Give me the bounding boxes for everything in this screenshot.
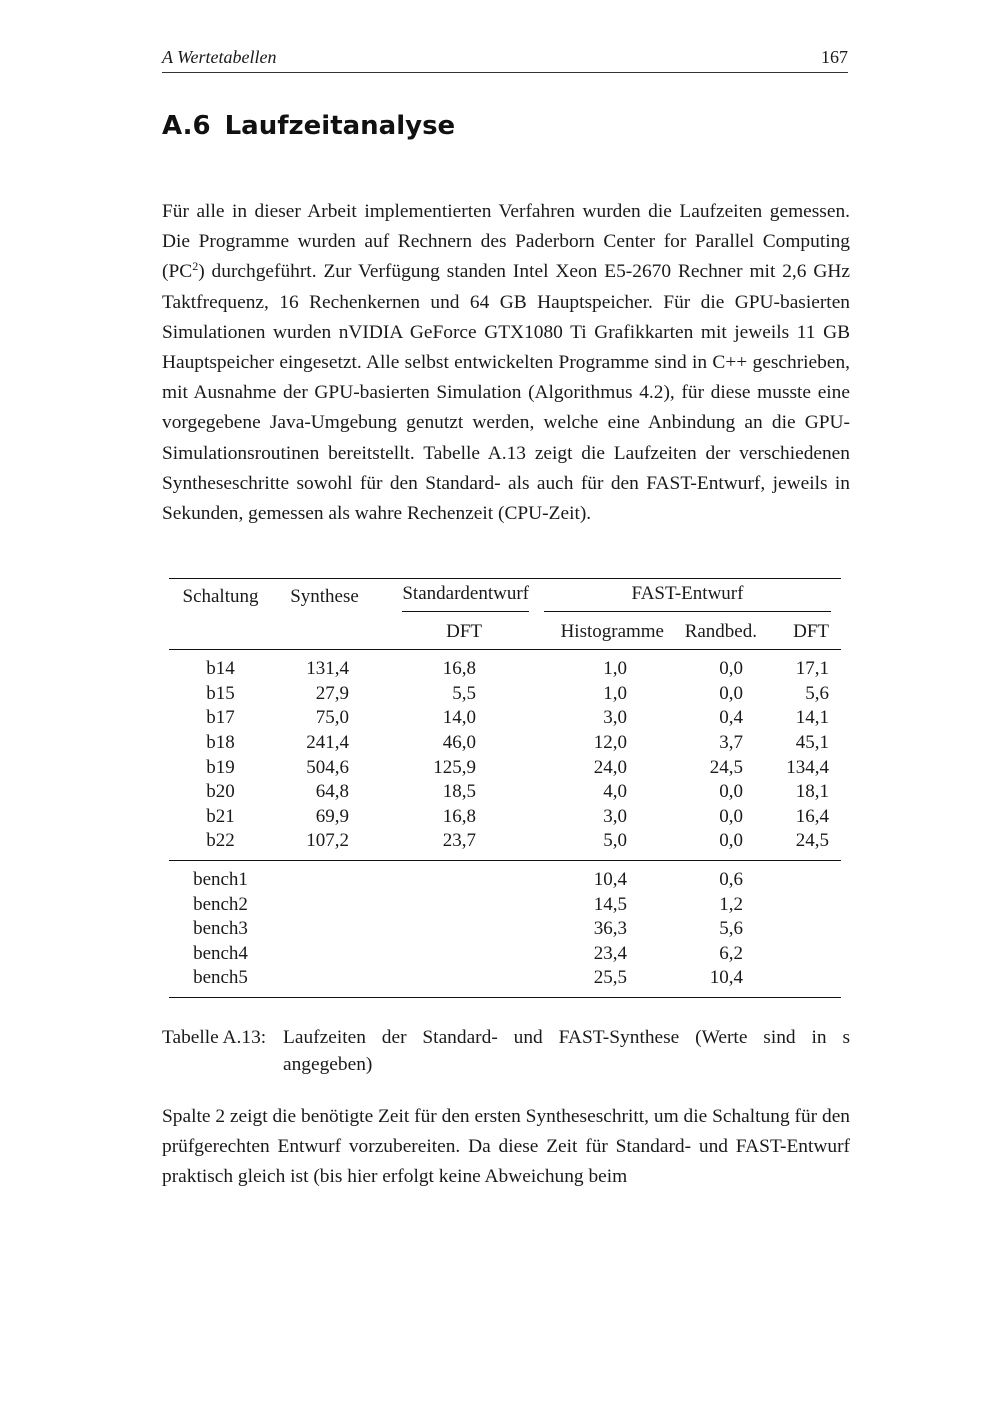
empty-cell: [272, 917, 377, 942]
cell-std-dft: 46,0: [442, 732, 476, 754]
cell-randbed: 1,2: [719, 893, 743, 915]
cell-synthese: 69,9: [315, 805, 349, 827]
bench-row: [169, 861, 841, 893]
cell-randbed: 0,0: [719, 805, 743, 827]
cell-schaltung: b15: [206, 682, 235, 704]
cell-std-dft: 23,7: [442, 830, 476, 852]
bench-row: [169, 917, 841, 942]
followup-paragraph: Spalte 2 zeigt die benötigte Zeit für den ersten Syntheseschritt, um die Schaltung für den prüfgerechten Entwurf vorzubereiten. Da diese Zeit für Standard- und FAST-Entwurf praktisch gleich ist (bis hier erfolgt keine Abweichung beim: [162, 1106, 850, 1188]
cell-schaltung: bench5: [193, 967, 248, 989]
cell-histogramme: 36,3: [593, 918, 627, 940]
header-row-2: [169, 615, 841, 650]
cell-schaltung: bench3: [193, 918, 248, 940]
page-number: 167: [821, 47, 848, 67]
cell-randbed: 0,0: [719, 781, 743, 803]
cell-histogramme: 14,5: [593, 893, 627, 915]
cell-synthese: 75,0: [315, 707, 349, 729]
empty-header-cell: [272, 615, 377, 650]
cell-schaltung: b17: [206, 707, 235, 729]
cell-histogramme: 1,0: [603, 682, 627, 704]
empty-cell: [377, 892, 542, 917]
cell-randbed: 5,6: [719, 918, 743, 940]
cell-randbed: 6,2: [719, 942, 743, 964]
bench-row: [169, 942, 841, 967]
empty-cell: [377, 966, 542, 997]
cell-std-dft: 16,8: [442, 658, 476, 680]
cell-schaltung: b19: [206, 756, 235, 778]
cell-synthese: 107,2: [306, 830, 349, 852]
col-header-randbed: Randbed.: [684, 621, 757, 642]
col-header-fast-entwurf: [542, 579, 841, 615]
cell-fast-dft: 5,6: [805, 682, 829, 704]
empty-cell: [763, 917, 841, 942]
cell-synthese: 504,6: [306, 756, 349, 778]
intro-text-part2: ) durchgeführt. Zur Verfügung standen Intel Xeon E5-2670 Rechner mit 2,6 GHz Taktfrequenz, 16 Rechenkernen und 64 GB Hauptspeicher. Für die GPU-basierten Simulationen wurden nVIDIA GeForce GTX1080 Ti Grafikkarten mit jeweils 11 GB Hauptspeicher eingesetzt. Alle selbst entwickelten Programme sind in C++ geschrieben, mit Ausnahme der GPU-basierten Simulation (Algorithmus 4.2), für diese musste eine vorgegebene Java-Umgebung genutzt werden, welche eine Anbindung an die GPU-Simulationsroutinen bereitstellt. Tabelle A.13 zeigt die Laufzeiten der verschiedenen Syntheseschritte sowohl für den Standard- als auch für den FAST-Entwurf, jeweils in Sekunden, gemessen als wahre Rechenzeit (CPU-Zeit).: [162, 261, 850, 525]
cell-std-dft: 5,5: [452, 682, 476, 704]
bench-row: [169, 892, 841, 917]
cell-fast-dft: 24,5: [795, 830, 829, 852]
cell-randbed: 0,4: [719, 707, 743, 729]
runtime-table: [169, 578, 841, 998]
cell-synthese: 241,4: [306, 732, 349, 754]
cell-schaltung: bench2: [193, 893, 248, 915]
cell-randbed: 3,7: [719, 732, 743, 754]
col-header-std-dft: DFT: [446, 621, 482, 642]
cell-histogramme: 5,0: [603, 830, 627, 852]
table-body: [169, 579, 841, 998]
cell-histogramme: 25,5: [593, 967, 627, 989]
cell-std-dft: 14,0: [442, 707, 476, 729]
bench-row: [169, 966, 841, 997]
table-row: [169, 829, 841, 860]
cell-schaltung: b18: [206, 732, 235, 754]
empty-cell: [377, 861, 542, 893]
empty-cell: [763, 861, 841, 893]
cell-histogramme: 23,4: [593, 942, 627, 964]
empty-cell: [377, 942, 542, 967]
col-header-standardentwurf: [377, 579, 542, 615]
cell-fast-dft: 16,4: [795, 805, 829, 827]
table-row: [169, 706, 841, 731]
cell-randbed: 0,0: [719, 830, 743, 852]
bottom-rule: [169, 997, 841, 998]
empty-header-cell: [169, 615, 272, 650]
empty-cell: [272, 861, 377, 893]
caption-text: Laufzeiten der Standard- und FAST-Synthese (Werte sind in s angegeben): [283, 1027, 850, 1075]
cell-histogramme: 1,0: [603, 658, 627, 680]
cell-histogramme: 3,0: [603, 805, 627, 827]
col-header-schaltung: Schaltung: [182, 586, 259, 607]
intro-text-part1: Für alle in dieser Arbeit implementierten Verfahren wurden die Laufzeiten gemessen. Die Programme wurden auf Rechnern des Paderborn Center for Parallel Computing (PC: [162, 201, 850, 283]
table-row: [169, 755, 841, 780]
cell-fast-dft: 14,1: [795, 707, 829, 729]
cell-std-dft: 16,8: [442, 805, 476, 827]
cell-histogramme: 10,4: [593, 869, 627, 891]
caption-label: Tabelle A.13:: [162, 1027, 267, 1048]
cell-std-dft: 125,9: [433, 756, 476, 778]
section-number: A.6: [162, 111, 211, 141]
table-caption: [162, 1024, 850, 1078]
table-row: [169, 682, 841, 707]
table-row: [169, 780, 841, 805]
standardentwurf-label: Standardentwurf: [402, 583, 529, 612]
cell-schaltung: b14: [206, 658, 235, 680]
cell-histogramme: 24,0: [593, 756, 627, 778]
cell-fast-dft: 17,1: [795, 658, 829, 680]
intro-paragraph: [162, 197, 850, 529]
fast-entwurf-label: FAST-Entwurf: [544, 583, 831, 612]
col-header-fast-dft: DFT: [793, 621, 829, 642]
section-heading: [162, 111, 455, 141]
footnote-superscript: 2: [192, 259, 199, 274]
empty-cell: [272, 966, 377, 997]
empty-cell: [763, 942, 841, 967]
col-header-histogramme: Histogramme: [560, 621, 664, 642]
chapter-title: A Wertetabellen: [162, 47, 277, 67]
cell-schaltung: b21: [206, 805, 235, 827]
table-row: [169, 731, 841, 756]
cell-randbed: 0,0: [719, 682, 743, 704]
cell-fast-dft: 45,1: [795, 732, 829, 754]
cell-randbed: 0,6: [719, 869, 743, 891]
header-row-1: [169, 579, 841, 615]
empty-cell: [763, 966, 841, 997]
cell-randbed: 0,0: [719, 658, 743, 680]
cell-randbed: 10,4: [709, 967, 743, 989]
empty-cell: [272, 892, 377, 917]
cell-fast-dft: 134,4: [786, 756, 829, 778]
runtime-table-wrapper: [169, 578, 841, 998]
cell-histogramme: 3,0: [603, 707, 627, 729]
page-header: [162, 44, 848, 73]
cell-histogramme: 12,0: [593, 732, 627, 754]
cell-schaltung: bench4: [193, 942, 248, 964]
table-row: [169, 650, 841, 682]
table-row: [169, 805, 841, 830]
cell-histogramme: 4,0: [603, 781, 627, 803]
cell-std-dft: 18,5: [442, 781, 476, 803]
cell-synthese: 64,8: [315, 781, 349, 803]
empty-cell: [272, 942, 377, 967]
empty-cell: [377, 917, 542, 942]
section-title: Laufzeitanalyse: [224, 111, 456, 141]
cell-synthese: 131,4: [306, 658, 349, 680]
cell-fast-dft: 18,1: [795, 781, 829, 803]
cell-schaltung: b20: [206, 781, 235, 803]
empty-cell: [763, 892, 841, 917]
cell-synthese: 27,9: [315, 682, 349, 704]
col-header-synthese: Synthese: [290, 586, 359, 607]
cell-schaltung: bench1: [193, 869, 248, 891]
cell-randbed: 24,5: [709, 756, 743, 778]
cell-schaltung: b22: [206, 830, 235, 852]
